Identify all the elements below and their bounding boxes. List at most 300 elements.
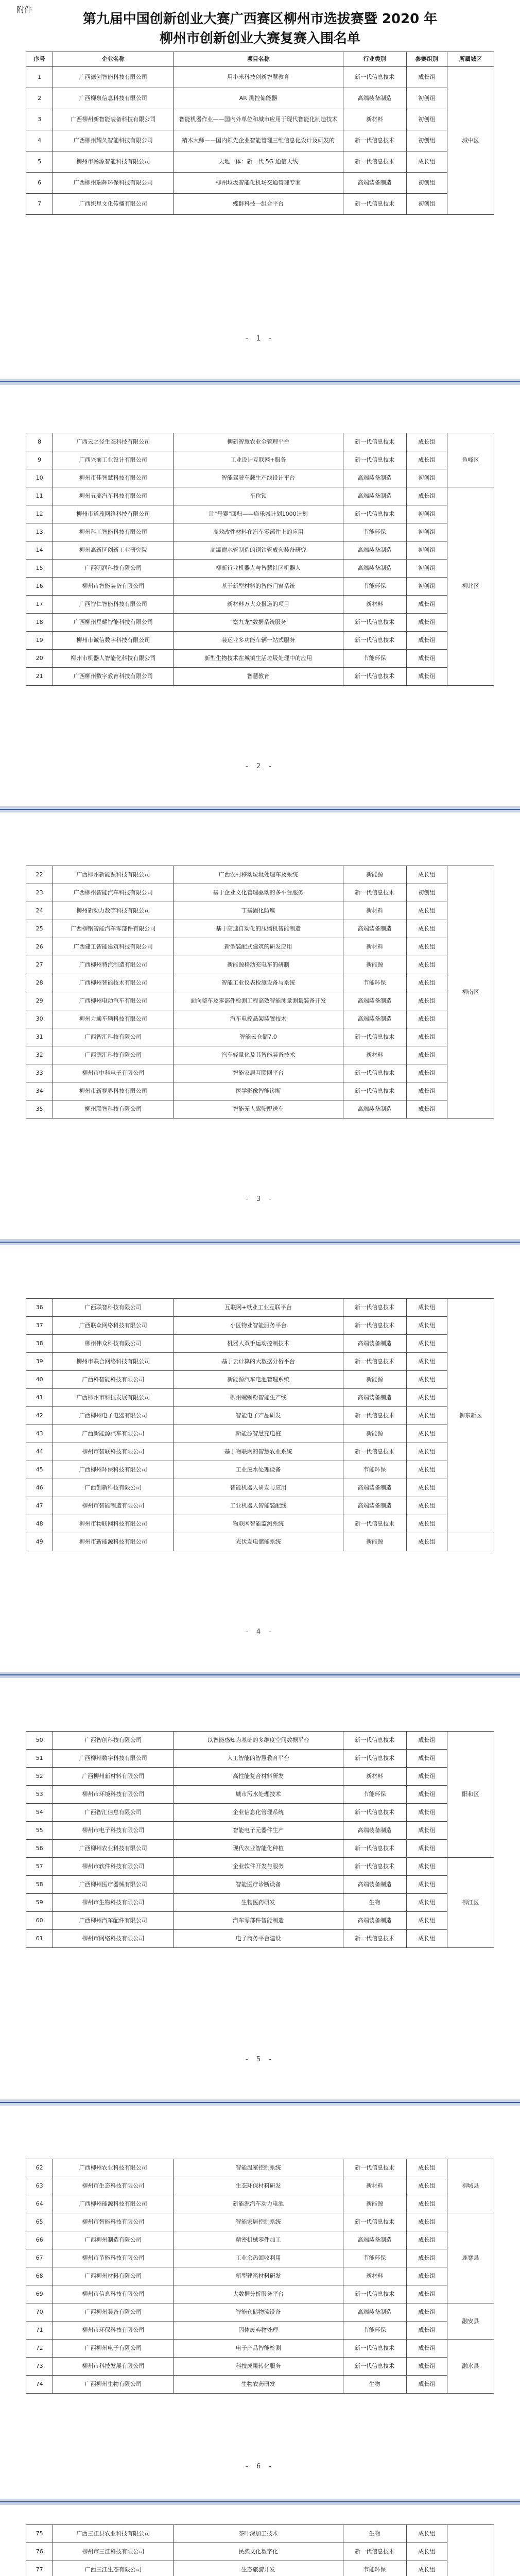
table-row [26,1443,494,1461]
table-row [26,1371,494,1389]
industry-category: 高端装备制造 [343,1100,406,1118]
row-number: 18 [26,614,53,632]
table-row [26,1028,494,1046]
row-number: 56 [26,1840,53,1858]
enterprise-name: 广西新能源汽车有限公司 [53,1425,174,1443]
industry-category: 高端装备制造 [343,1479,406,1497]
row-number: 25 [26,920,53,938]
enterprise-name: 广西三江生态有限公司 [53,2561,174,2576]
row-number: 70 [26,2303,53,2321]
competition-group: 成长组 [406,1804,447,1822]
enterprise-name: 广西织星文化传播有限公司 [53,194,174,215]
district-cell [447,1533,494,1551]
row-number: 41 [26,1389,53,1407]
document-title-line2: 柳州市创新创业大赛复赛入围名单 [159,31,360,46]
industry-category: 高端装备制造 [343,2303,406,2321]
table-row [26,2376,494,2394]
competition-group: 成长组 [406,1010,447,1028]
page-number: - 5 - [246,2056,274,2063]
competition-group: 初创组 [406,194,447,215]
industry-category: 新一代信息技术 [343,1750,406,1768]
industry-category: 新一代信息技术 [343,1515,406,1533]
project-name: 新型装配式建筑的研发应用 [174,938,343,956]
competition-group: 成长组 [406,2177,447,2195]
competition-group: 成长组 [406,1443,447,1461]
competition-group: 初创组 [406,88,447,109]
roster-table [26,2524,494,2576]
table-row [26,1930,494,1948]
industry-category: 新材料 [343,1768,406,1786]
competition-group: 成长组 [406,2376,447,2394]
district-cell: 柳城县 [447,2159,494,2213]
competition-group: 初创组 [406,109,447,130]
competition-group: 初创组 [406,884,447,902]
competition-group: 成长组 [406,614,447,632]
row-number: 44 [26,1443,53,1461]
enterprise-name: 柳州伟众科技有限公司 [53,1335,174,1353]
competition-group: 成长组 [406,2561,447,2576]
row-number: 22 [26,866,53,884]
enterprise-name: 柳州市软件科技有限公司 [53,1858,174,1876]
enterprise-name: 柳州五菱汽车科技有限公司 [53,487,174,505]
project-name: 用小米科技创新智慧教育 [174,67,343,88]
project-name: 物联网智能监测系统 [174,1515,343,1533]
table-row [26,1515,494,1533]
table-row [26,956,494,974]
row-number: 66 [26,2231,53,2249]
row-number: 16 [26,578,53,596]
project-name: 基于云计算的大数据分析平台 [174,1353,343,1371]
industry-category: 新一代信息技术 [343,1407,406,1425]
project-name: 智慧教育 [174,668,343,686]
industry-category: 新能源 [343,1425,406,1443]
industry-category: 新一代信息技术 [343,433,406,451]
project-name: 新能源移动充电车的研制 [174,956,343,974]
competition-group: 初创组 [406,541,447,560]
project-name: 茶叶深加工技术 [174,2525,343,2543]
enterprise-name: 广西柳州电子有限公司 [53,2340,174,2358]
table-row [26,541,494,560]
district-cell: 阳和区 [447,1732,494,1858]
project-name: 城市污水处理技术 [174,1786,343,1804]
table-row [26,992,494,1010]
competition-group: 成长组 [406,2249,447,2267]
row-number: 17 [26,596,53,614]
enterprise-name: 广西柳钢智能汽车零部件有限公司 [53,920,174,938]
competition-group: 成长组 [406,1822,447,1840]
enterprise-name: 广西柳州市科技发展有限公司 [53,1389,174,1407]
table-row [26,1533,494,1551]
table-row [26,487,494,505]
row-number: 69 [26,2285,53,2303]
row-number: 39 [26,1353,53,1371]
row-number: 19 [26,632,53,650]
row-number: 11 [26,487,53,505]
project-name: 工业设计互联网+服务 [174,451,343,469]
competition-group: 成长组 [406,1876,447,1894]
project-name: 生态环保材料研发 [174,2177,343,2195]
enterprise-name: 柳州市机器人智能化科技有限公司 [53,650,174,668]
project-name: 智能电子产品研发 [174,1407,343,1425]
row-number: 1 [26,67,53,88]
enterprise-name: 广西柳州耀久智能科技有限公司 [53,130,174,151]
row-number: 57 [26,1858,53,1876]
table-row [26,596,494,614]
industry-category: 节能环保 [343,650,406,668]
enterprise-name: 广西柳州新智能装备科技有限公司 [53,109,174,130]
column-header: 企业名称 [53,52,174,67]
project-name: 新材料万大众报道的项目 [174,596,343,614]
row-number: 27 [26,956,53,974]
competition-group: 成长组 [406,1533,447,1551]
project-name: 人工智能的智慧教育平台 [174,1750,343,1768]
industry-category: 节能环保 [343,2561,406,2576]
competition-group: 成长组 [406,487,447,505]
enterprise-name: 柳州市新能源科技有限公司 [53,1533,174,1551]
competition-group: 成长组 [406,2213,447,2231]
industry-category: 节能环保 [343,1461,406,1479]
project-name: 生物医药研发 [174,1894,343,1912]
row-number: 71 [26,2321,53,2340]
attachment-label: 附件 [16,5,32,14]
project-name: 工业废水处理设备 [174,1461,343,1479]
enterprise-name: 广西柳州电动汽车有限公司 [53,992,174,1010]
competition-group: 成长组 [406,1786,447,1804]
row-number: 29 [26,992,53,1010]
competition-group: 成长组 [406,2525,447,2543]
industry-category: 新一代信息技术 [343,151,406,173]
project-name: 新型建筑材料研发 [174,2267,343,2285]
column-header: 项目名称 [174,52,343,67]
enterprise-name: 广西柳州电子电器有限公司 [53,1407,174,1425]
competition-group: 成长组 [406,451,447,469]
enterprise-name: 柳州市生物科技有限公司 [53,1894,174,1912]
row-number: 35 [26,1100,53,1118]
row-number: 12 [26,505,53,523]
project-name: 高温耐水管制造的钢铁管成套装备研究 [174,541,343,560]
table-row [26,1010,494,1028]
competition-group: 成长组 [406,974,447,992]
table-row [26,194,494,215]
industry-category: 新一代信息技术 [343,1840,406,1858]
row-number: 37 [26,1317,53,1335]
industry-category: 新一代信息技术 [343,614,406,632]
row-number: 2 [26,88,53,109]
table-row [26,505,494,523]
enterprise-name: 柳州科工智能科技有限公司 [53,523,174,541]
project-name: 智能家居互联网平台 [174,1064,343,1082]
table-row [26,1786,494,1804]
enterprise-name: 广西智创科技有限公司 [53,1732,174,1750]
table-row [26,2303,494,2321]
row-number: 67 [26,2249,53,2267]
project-name: 基于物联网的智慧农业系统 [174,1443,343,1461]
industry-category: 高端装备制造 [343,541,406,560]
table-row [26,1822,494,1840]
table-row [26,1461,494,1479]
project-name: 企业信息化管理系统 [174,1804,343,1822]
roster-table [26,52,494,215]
project-name: 柳州螺蛳粉智能生产线 [174,1389,343,1407]
page-number: - 4 - [246,1628,274,1636]
competition-group: 成长组 [406,2358,447,2376]
row-number: 54 [26,1804,53,1822]
industry-category: 新材料 [343,109,406,130]
project-name: 新型生物技术在城镇生活垃圾处理中的应用 [174,650,343,668]
table-page-4 [26,1298,494,1551]
enterprise-name: 广西柳州智能技术有限公司 [53,974,174,992]
row-number: 9 [26,451,53,469]
enterprise-name: 广西科智能科技有限公司 [53,1371,174,1389]
competition-group: 初创组 [406,469,447,487]
enterprise-name: 广西柳州医疗器械有限公司 [53,1876,174,1894]
project-name: 汽车零部件智能制造 [174,1912,343,1930]
district-cell: 城中区 [447,67,494,215]
table-row [26,1317,494,1335]
table-row [26,974,494,992]
competition-group: 成长组 [406,1299,447,1317]
enterprise-name: 柳州市智联科技有限公司 [53,1443,174,1461]
district-cell: 柳东新区 [447,1299,494,1533]
enterprise-name: 广西建工智能建筑科技有限公司 [53,938,174,956]
row-number: 60 [26,1912,53,1930]
table-page-2 [26,433,494,686]
competition-group: 成长组 [406,1894,447,1912]
table-row [26,1082,494,1100]
row-number: 36 [26,1299,53,1317]
table-row [26,2249,494,2267]
industry-category: 节能环保 [343,2321,406,2340]
table-row [26,109,494,130]
table-row [26,884,494,902]
competition-group: 成长组 [406,1840,447,1858]
industry-category: 新材料 [343,2177,406,2195]
table-row [26,2358,494,2376]
competition-group: 成长组 [406,632,447,650]
competition-group: 成长组 [406,1750,447,1768]
project-name: 生物农药研发 [174,2376,343,2394]
competition-group: 成长组 [406,2340,447,2358]
industry-category: 新材料 [343,2267,406,2285]
project-name: 智能工业仪表检测设备与系统 [174,974,343,992]
project-name: 精木大师——国内领先企业智能管理三维信息化设计及研发的 [174,130,343,151]
competition-group: 成长组 [406,938,447,956]
district-cell: 鹿寨县 [447,2213,494,2303]
project-name: AR 测控储能器 [174,88,343,109]
row-number: 43 [26,1425,53,1443]
industry-category: 新一代信息技术 [343,2543,406,2561]
industry-category: 节能环保 [343,523,406,541]
row-number: 40 [26,1371,53,1389]
project-name: 基于高速自动化的压缩机智能制造 [174,920,343,938]
row-number: 77 [26,2561,53,2576]
industry-category: 新一代信息技术 [343,194,406,215]
roster-table [26,866,494,1118]
enterprise-name: 柳州市生态科技有限公司 [53,2177,174,2195]
project-name: 智能温室控制系统 [174,2159,343,2177]
table-row [26,2231,494,2249]
row-number: 48 [26,1515,53,1533]
competition-group: 成长组 [406,1912,447,1930]
row-number: 73 [26,2358,53,2376]
industry-category: 新一代信息技术 [343,505,406,523]
industry-category: 高端装备制造 [343,1335,406,1353]
project-name: 车位锁 [174,487,343,505]
project-name: 民族文化数字化 [174,2543,343,2561]
row-number: 33 [26,1064,53,1082]
page-separator [0,379,520,385]
industry-category: 新一代信息技术 [343,1317,406,1335]
row-number: 10 [26,469,53,487]
table-row [26,2195,494,2213]
industry-category: 新能源 [343,956,406,974]
table-row [26,902,494,920]
table-row [26,650,494,668]
competition-group: 成长组 [406,650,447,668]
industry-category: 节能环保 [343,1786,406,1804]
table-row [26,1064,494,1082]
project-name: 智能云仓储7.0 [174,1028,343,1046]
row-number: 55 [26,1822,53,1840]
enterprise-name: 广西柳州新能源科技有限公司 [53,866,174,884]
project-name: 装运业多功能车辆一站式服务 [174,632,343,650]
competition-group: 成长组 [406,1515,447,1533]
enterprise-name: 柳州市网络科技有限公司 [53,1930,174,1948]
project-name: 科技成果转化服务 [174,2358,343,2376]
industry-category: 新材料 [343,596,406,614]
industry-category: 新一代信息技术 [343,1353,406,1371]
competition-group: 成长组 [406,1389,447,1407]
project-name: 柳新智慧农业全管理平台 [174,433,343,451]
industry-category: 高端装备制造 [343,1912,406,1930]
competition-group: 成长组 [406,2303,447,2321]
competition-group: 成长组 [406,902,447,920]
row-number: 6 [26,173,53,194]
row-number: 14 [26,541,53,560]
row-number: 32 [26,1046,53,1064]
row-number: 34 [26,1082,53,1100]
enterprise-name: 广西柳州星耀智能科技有限公司 [53,614,174,632]
row-number: 62 [26,2159,53,2177]
enterprise-name: 广西柳州数字教育科技有限公司 [53,668,174,686]
table-header-row [26,52,494,67]
industry-category: 新一代信息技术 [343,2358,406,2376]
table-row [26,2561,494,2576]
competition-group: 成长组 [406,1064,447,1082]
table-row [26,578,494,596]
competition-group: 初创组 [406,523,447,541]
row-number: 65 [26,2213,53,2231]
project-name: 广西农村移动垃圾处理车及系统 [174,866,343,884]
table-row [26,523,494,541]
industry-category: 高端装备制造 [343,920,406,938]
competition-group: 初创组 [406,578,447,596]
industry-category: 新能源 [343,1533,406,1551]
table-row [26,1876,494,1894]
page-separator [0,1239,520,1245]
competition-group: 成长组 [406,1353,447,1371]
competition-group: 成长组 [406,596,447,614]
project-name: 互联网+纸业工业互联平台 [174,1299,343,1317]
table-page-6 [26,2159,494,2394]
table-row [26,1425,494,1443]
project-name: 小区物业智能服务平台 [174,1317,343,1335]
table-row [26,1335,494,1353]
enterprise-name: 广西柳州生物有限公司 [53,2376,174,2394]
industry-category: 高端装备制造 [343,1010,406,1028]
enterprise-name: 广西柳州特汽制造有限公司 [53,956,174,974]
enterprise-name: 柳州市三江科技有限公司 [53,2543,174,2561]
industry-category: 新一代信息技术 [343,1064,406,1082]
row-number: 3 [26,109,53,130]
enterprise-name: 广西柳州制造有限公司 [53,2231,174,2249]
industry-category: 高端装备制造 [343,88,406,109]
competition-group: 成长组 [406,1082,447,1100]
table-row [26,151,494,173]
row-number: 21 [26,668,53,686]
competition-group: 成长组 [406,1046,447,1064]
row-number: 76 [26,2543,53,2561]
table-row [26,1732,494,1750]
table-row [26,88,494,109]
industry-category: 新一代信息技术 [343,2285,406,2303]
page-separator [0,2499,520,2505]
roster-table [26,2159,494,2394]
table-row [26,1894,494,1912]
table-row [26,173,494,194]
table-page-7 [26,2524,494,2576]
project-name: 企业软件开发与服务 [174,1858,343,1876]
row-number: 46 [26,1479,53,1497]
project-name: 让"母婴"回归——鹿乐城计划1000计划 [174,505,343,523]
industry-category: 高端装备制造 [343,1876,406,1894]
project-name: 电子产品智能检测 [174,2340,343,2358]
competition-group: 成长组 [406,1407,447,1425]
enterprise-name: 广西柳州瑞辉环保科技有限公司 [53,173,174,194]
project-name: 智能电子元器件生产 [174,1822,343,1840]
industry-category: 生物 [343,2525,406,2543]
project-name: 工业机器人智能装配线 [174,1497,343,1515]
project-name: 面向整车及零部件检测工程高效智能测量测量装备开发 [174,992,343,1010]
competition-group: 成长组 [406,433,447,451]
row-number: 59 [26,1894,53,1912]
competition-group: 成长组 [406,866,447,884]
industry-category: 生物 [343,2376,406,2394]
page-separator [0,2099,520,2106]
row-number: 31 [26,1028,53,1046]
industry-category: 新一代信息技术 [343,1082,406,1100]
industry-category: 新一代信息技术 [343,1443,406,1461]
project-name: 智能家居控制系统 [174,2213,343,2231]
enterprise-name: 广西联智科技有限公司 [53,1299,174,1317]
row-number: 5 [26,151,53,173]
enterprise-name: 广西智汇信息有限公司 [53,1804,174,1822]
page-number: - 1 - [246,335,274,343]
enterprise-name: 柳州力通车辆科技有限公司 [53,1010,174,1028]
enterprise-name: 柳州市智能制造有限公司 [53,1497,174,1515]
project-name: 光伏发电储能系统 [174,1533,343,1551]
enterprise-name: 柳州市电子科技有限公司 [53,1822,174,1840]
project-name: 丁基固化防腐 [174,902,343,920]
row-number: 50 [26,1732,53,1750]
industry-category: 新一代信息技术 [343,1804,406,1822]
table-row [26,2525,494,2543]
competition-group: 成长组 [406,668,447,686]
enterprise-name: 广西云之径生态科技有限公司 [53,433,174,451]
district-cell: 柳南区 [447,866,494,1118]
industry-category: 高端装备制造 [343,173,406,194]
competition-group: 成长组 [406,151,447,173]
